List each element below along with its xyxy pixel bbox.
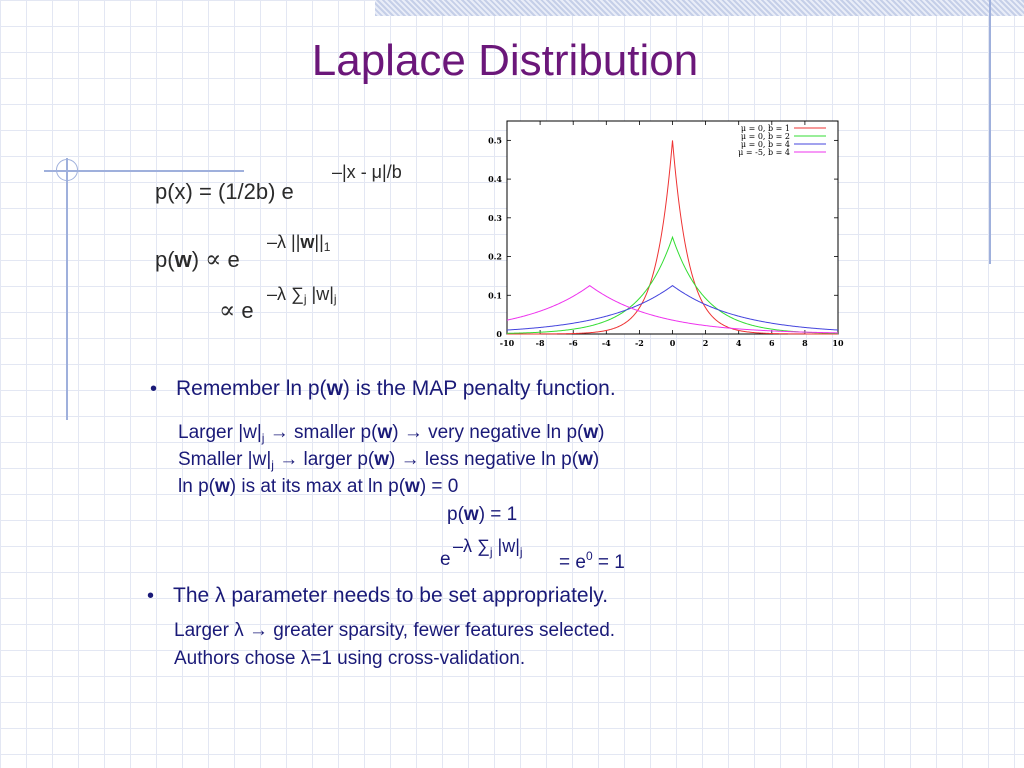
x-tick-label: -10 bbox=[499, 338, 515, 348]
x-tick-label: 8 bbox=[802, 338, 808, 348]
x-tick-label: -2 bbox=[634, 338, 644, 348]
y-tick-label: 0.3 bbox=[488, 212, 502, 223]
l5-exp-sub2: j bbox=[519, 545, 523, 559]
l3-w2: w bbox=[405, 476, 420, 497]
y-tick-label: 0.5 bbox=[488, 135, 502, 146]
l2-larger-p: → larger p( bbox=[273, 449, 375, 470]
proportional-symbol: ∝ bbox=[219, 296, 236, 324]
l2-w1: w bbox=[374, 449, 390, 470]
l4-w: w bbox=[463, 504, 479, 525]
formula-prior-exponent bbox=[267, 232, 330, 254]
l1-w1: w bbox=[377, 422, 393, 443]
formula-prior-exp-post: || bbox=[314, 232, 324, 252]
l1-close: ) bbox=[598, 422, 605, 443]
bullet-1-line-4 bbox=[447, 504, 517, 526]
bullet-2-line-2: Authors chose λ=1 using cross-validation. bbox=[174, 648, 526, 669]
formula-laplace-pdf bbox=[155, 179, 294, 205]
formula-prior-exp-sub: 1 bbox=[323, 240, 331, 254]
x-tick-label: -4 bbox=[601, 338, 611, 348]
x-tick-label: 0 bbox=[669, 338, 676, 348]
page-title: Laplace Distribution bbox=[311, 36, 699, 85]
proportional-symbol: ∝ bbox=[205, 245, 222, 273]
l3-max: ) is at its max at ln p( bbox=[229, 476, 406, 497]
bullet-1-w: w bbox=[326, 377, 343, 400]
bullet-1-post: ) is the MAP penalty function. bbox=[342, 377, 616, 400]
formula-prior-sum bbox=[219, 296, 254, 324]
y-tick-label: 0.4 bbox=[488, 174, 502, 185]
l2-w2: w bbox=[578, 449, 593, 470]
x-tick-label: -6 bbox=[568, 338, 578, 348]
formula-prior-exp-pre: –λ || bbox=[267, 232, 301, 252]
x-tick-label: 4 bbox=[735, 338, 742, 348]
x-tick-label: 2 bbox=[702, 338, 709, 348]
formula-prior-exp-w: w bbox=[300, 232, 315, 252]
bullet-marker-1: • bbox=[150, 378, 158, 400]
l1-larger-w: Larger |w| bbox=[178, 422, 262, 443]
l2-less-negative: ) → less negative ln p( bbox=[389, 449, 579, 470]
bullet-1-line-2 bbox=[178, 449, 599, 472]
l4-p: p( bbox=[447, 504, 464, 525]
formula-sum-exp-sub-j2: j bbox=[333, 292, 337, 306]
l1-smaller-p: → smaller p( bbox=[264, 422, 378, 443]
formula-prior-pre: p( bbox=[155, 247, 175, 272]
l4-eq-one: ) = 1 bbox=[478, 504, 518, 525]
bullet-2-text: The λ parameter needs to be set appropriately. bbox=[173, 584, 609, 607]
l1-very-negative: ) → very negative ln p( bbox=[392, 422, 584, 443]
bullet-1-line-5-equation bbox=[559, 549, 625, 574]
l5-eq-sup: 0 bbox=[585, 549, 593, 563]
y-tick-label: 0.1 bbox=[488, 290, 502, 301]
formula-sum-exp-sub-j: j bbox=[303, 292, 307, 306]
legend-label-1: μ = 0, b = 1 bbox=[740, 124, 790, 133]
bullet-1-text bbox=[176, 377, 616, 401]
l2-smaller-w: Smaller |w| bbox=[178, 449, 272, 470]
formula-laplace-pdf-base: p(x) = (1/2b) e bbox=[155, 179, 294, 204]
decorative-circle bbox=[56, 159, 78, 181]
formula-prior bbox=[155, 245, 240, 273]
laplace-density-chart bbox=[478, 112, 850, 354]
formula-sum-exp-pre: –λ ∑ bbox=[267, 284, 304, 304]
bullet-2-line-1: Larger λ → greater sparsity, fewer features selected. bbox=[174, 620, 616, 641]
l5-exp-mid: |w| bbox=[492, 536, 520, 556]
formula-prior-w: w bbox=[174, 247, 192, 272]
l5-exp-sub: j bbox=[489, 545, 493, 559]
bullet-1-line-3 bbox=[178, 476, 458, 498]
formula-prior-sum-exponent bbox=[267, 284, 337, 306]
x-tick-label: 6 bbox=[769, 338, 775, 348]
l3-eq-zero: ) = 0 bbox=[419, 476, 459, 497]
l2-close: ) bbox=[592, 449, 600, 470]
bullet-1-pre: Remember ln p( bbox=[176, 377, 327, 400]
l1-w2: w bbox=[583, 422, 599, 443]
y-tick-label: 0.2 bbox=[488, 251, 502, 262]
l5-exp-pre: –λ ∑ bbox=[453, 536, 490, 556]
bullet-1-line-5-exponent bbox=[453, 536, 523, 559]
x-tick-label: 10 bbox=[832, 338, 844, 348]
l5-eq-post: = 1 bbox=[592, 552, 625, 573]
l3-w1: w bbox=[214, 476, 230, 497]
legend-label-2: μ = 0, b = 2 bbox=[740, 132, 790, 141]
l5-eq-pre: = e bbox=[559, 552, 586, 573]
legend-label-4: μ = -5, b = 4 bbox=[738, 148, 790, 157]
decorative-top-bar bbox=[375, 0, 1024, 16]
formula-sum-exp-mid: |w| bbox=[306, 284, 334, 304]
bullet-1-line-5-e: e bbox=[440, 549, 451, 570]
formula-prior-post: ) bbox=[191, 247, 200, 272]
bullet-marker-2: • bbox=[147, 585, 155, 607]
legend-label-3: μ = 0, b = 4 bbox=[740, 140, 790, 149]
formula-prior-e: e bbox=[227, 247, 240, 272]
x-tick-label: -8 bbox=[535, 338, 545, 348]
l2-sub: j bbox=[271, 458, 274, 472]
bullet-1-line-1 bbox=[178, 422, 604, 445]
decorative-vertical-line-left bbox=[66, 158, 68, 420]
l3-ln-p: ln p( bbox=[178, 476, 215, 497]
formula-prior-sum-e: e bbox=[241, 298, 254, 323]
y-tick-label: 0 bbox=[496, 329, 502, 339]
formula-laplace-pdf-exponent: –|x - μ|/b bbox=[332, 162, 402, 182]
l1-sub: j bbox=[261, 431, 265, 445]
